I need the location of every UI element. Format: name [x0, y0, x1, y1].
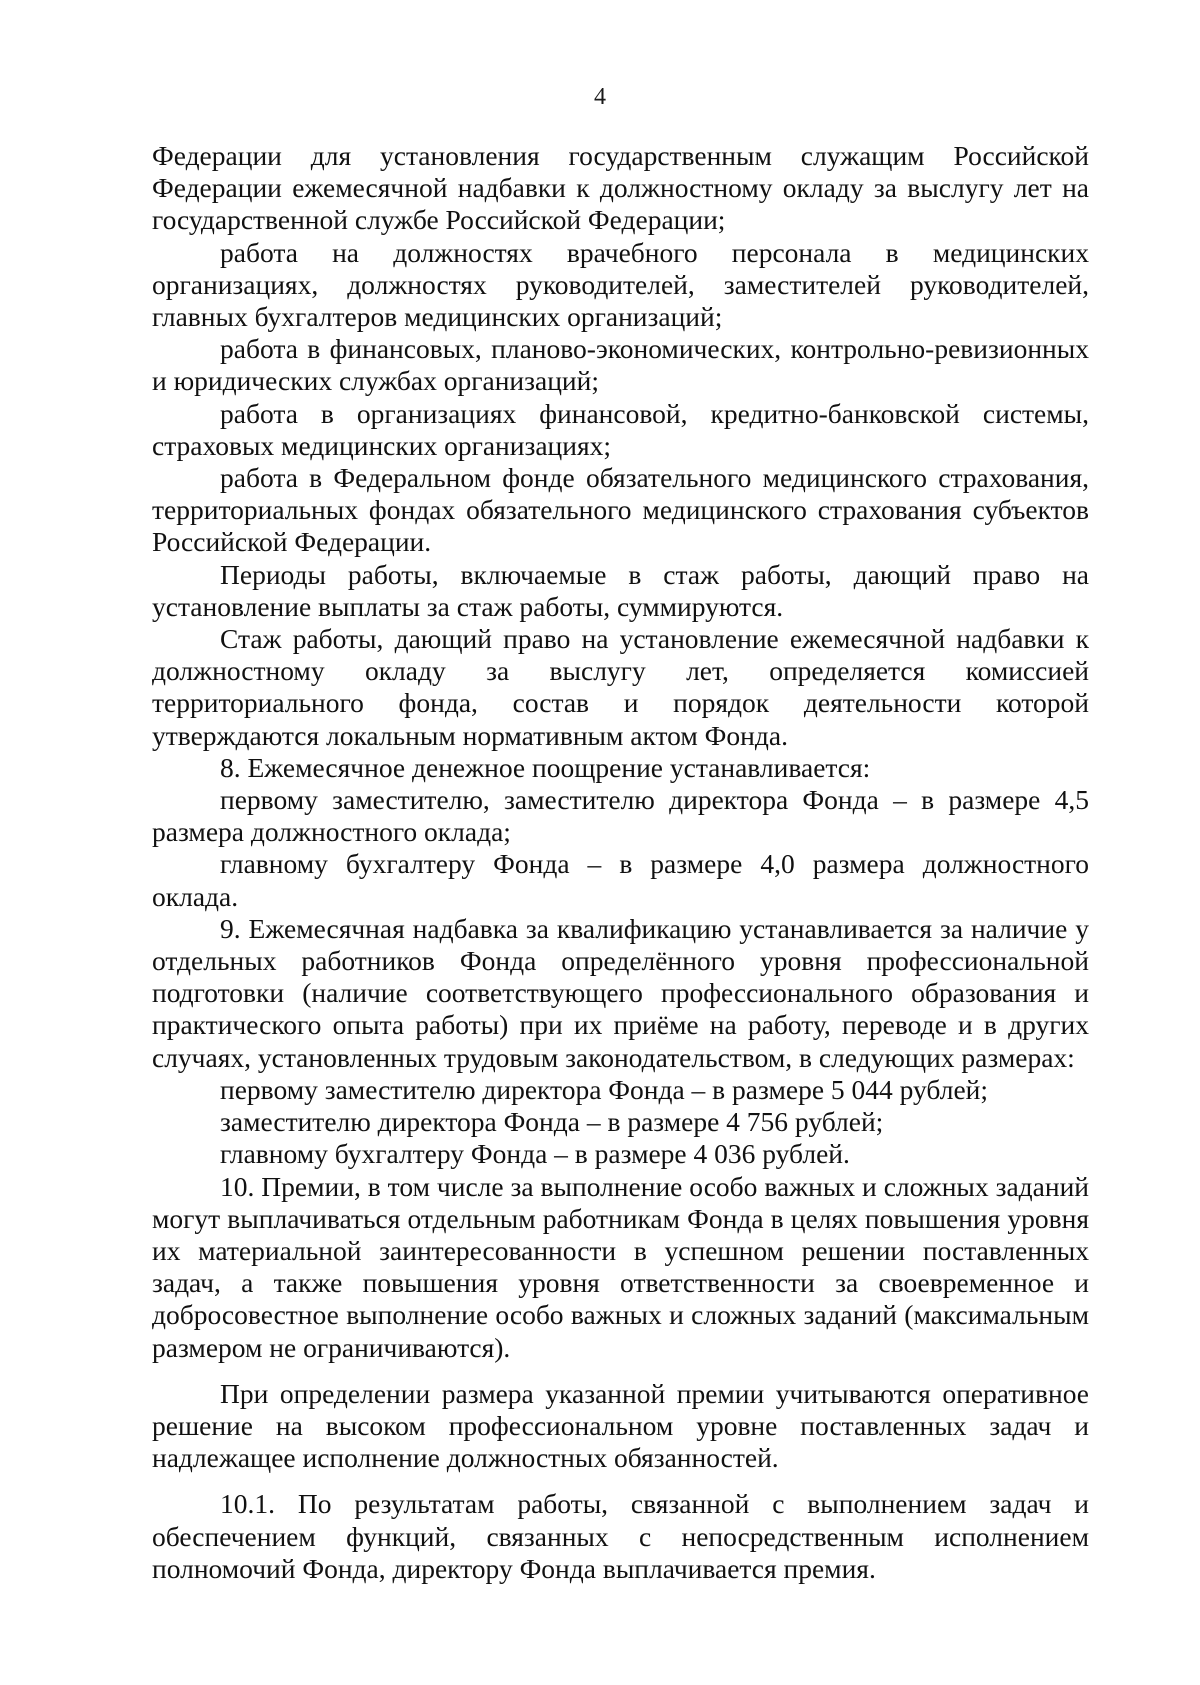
section-8-heading: 8. Ежемесячное денежное поощрение устанавливается:	[220, 751, 871, 783]
paragraph-deputy-bonus: первому заместителю, заместителю директора Фонда – в размере 4,5 размера должностного оклада;	[152, 784, 1089, 848]
paragraph-continuation: Федерации для установления государственным служащим Российской Федерации ежемесячной надбавки к должностному окладу за выслугу лет на государственной службе Российской Федерации;	[152, 140, 1089, 236]
section-10-premiums: 10. Премии, в том числе за выполнение особо важных и сложных заданий могут выплачиваться отдельным работникам Фонда в целях повышения уровня их материальной заинтересованности в успешном решении поставленных задач, а также повышения уровня ответственности за своевременное и добросовестное выполнение особо важных и сложных заданий (максимальным размером не ограничиваются).	[152, 1170, 1089, 1363]
paragraph-premium-criteria: При определении размера указанной премии учитываются оперативное решение на высоком профессиональном уровне поставленных задач и надлежащее исполнение должностных обязанностей.	[152, 1377, 1089, 1474]
paragraph-financial-services: работа в финансовых, планово-экономических, контрольно-ревизионных и юридических службах организаций;	[152, 333, 1089, 397]
paragraph-first-deputy-amount: первому заместителю директора Фонда – в размере 5 044 рублей;	[220, 1073, 989, 1105]
paragraph-accountant-amount: главному бухгалтеру Фонда – в размере 4 036 рублей.	[220, 1138, 850, 1170]
paragraph-deputy-amount: заместителю директора Фонда – в размере 4 756 рублей;	[220, 1106, 884, 1138]
paragraph-insurance-funds: работа в Федеральном фонде обязательного медицинского страхования, территориальных фондах обязательного медицинского страхования субъектов Российской Федерации.	[152, 462, 1089, 558]
section-9-qualification: 9. Ежемесячная надбавка за квалификацию устанавливается за наличие у отдельных работников Фонда определённого уровня профессиональной подготовки (наличие соответствующего профессионального образования и практического опыта работы) при их приёме на работу, переводе и в других случаях, установленных трудовым законодательством, в следующих размерах:	[152, 912, 1089, 1073]
paragraph-medical-staff: работа на должностях врачебного персонала в медицинских организациях, должностях руководителей, заместителей руководителей, главных бухгалтеров медицинских организаций;	[152, 236, 1089, 333]
document-body	[152, 140, 1089, 1585]
section-10-1-director-premium: 10.1. По результатам работы, связанной с выполнением задач и обеспечением функций, связанных с непосредственным исполнением полномочий Фонда, директору Фонда выплачивается премия.	[152, 1488, 1089, 1584]
paragraph-periods-summed: Периоды работы, включаемые в стаж работы, дающий право на установление выплаты за стаж работы, суммируются.	[152, 558, 1089, 622]
paragraph-banking-system: работа в организациях финансовой, кредитно-банковской системы, страховых медицинских организациях;	[152, 397, 1089, 461]
paragraph-seniority-commission: Стаж работы, дающий право на установление ежемесячной надбавки к должностному окладу за выслугу лет, определяется комиссией территориального фонда, состав и порядок деятельности которой утверждаются локальным нормативным актом Фонда.	[152, 623, 1089, 751]
page-number: 4	[594, 84, 606, 110]
paragraph-chief-accountant-bonus: главному бухгалтеру Фонда – в размере 4,0 размера должностного оклада.	[152, 848, 1089, 912]
